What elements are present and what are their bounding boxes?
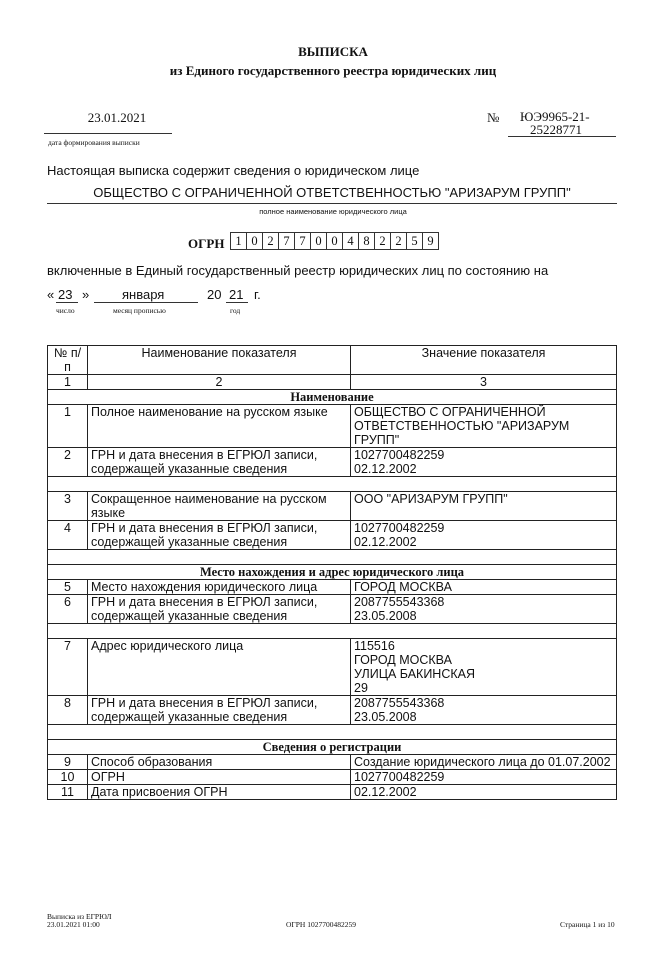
ogrn-digit: 4 [342, 232, 359, 250]
year-underline [226, 302, 248, 303]
table-row [48, 448, 617, 477]
ogrn-digit: 2 [390, 232, 407, 250]
ogrn-digit: 0 [326, 232, 343, 250]
section-title: Наименование [48, 390, 617, 405]
table-row [48, 595, 617, 624]
indicator-value-cell: Создание юридического лица до 01.07.2002 [351, 755, 617, 770]
header-indicator-name: Наименование показателя [88, 346, 351, 375]
row-number-cell: 5 [48, 580, 88, 595]
full-name-underline [47, 203, 617, 204]
row-number-cell: 8 [48, 696, 88, 725]
month-caption: месяц прописью [113, 306, 166, 315]
section-title: Сведения о регистрации [48, 740, 617, 755]
section-title: Место нахождения и адрес юридического лица [48, 565, 617, 580]
footer-left-line2: 23.01.2021 01:00 [47, 920, 100, 929]
document-number-part1: ЮЭ9965-21- [520, 109, 590, 124]
indicator-value-cell: ГОРОД МОСКВА [351, 580, 617, 595]
issue-date-caption: дата формирования выписки [48, 138, 140, 147]
section-header-row [48, 740, 617, 755]
day-underline [56, 302, 78, 303]
included-text: включенные в Единый государственный реестр юридических лиц по состоянию на [47, 263, 549, 278]
table-row [48, 755, 617, 770]
table-header-row [48, 346, 617, 375]
row-number-cell: 11 [48, 785, 88, 800]
document-subtitle: из Единого государственного реестра юридических лиц [169, 63, 497, 78]
section-header-row [48, 390, 617, 405]
row-number-cell: 6 [48, 595, 88, 624]
indicator-value-cell: 1027700482259 02.12.2002 [351, 448, 617, 477]
header-number: № п/п [48, 346, 88, 375]
ogrn-digit-boxes [230, 232, 438, 250]
ogrn-digit: 1 [230, 232, 247, 250]
ogrn-digit: 7 [294, 232, 311, 250]
ogrn-digit: 5 [406, 232, 423, 250]
table-row [48, 639, 617, 696]
issue-date: 23.01.2021 [87, 110, 147, 125]
table-row [48, 580, 617, 595]
intro-text: Настоящая выписка содержит сведения о юридическом лице [47, 163, 420, 178]
indicator-name-cell: Способ образования [88, 755, 351, 770]
spacer-cell [48, 624, 617, 639]
day-caption: число [56, 306, 75, 315]
table-body [48, 390, 617, 800]
ogrn-label: ОГРН [188, 236, 225, 251]
indicator-value-cell: ОБЩЕСТВО С ОГРАНИЧЕННОЙ ОТВЕТСТВЕННОСТЬЮ "АРИЗАРУМ ГРУПП" [351, 405, 617, 448]
ogrn-digit: 0 [310, 232, 327, 250]
table-row [48, 770, 617, 785]
spacer-cell [48, 477, 617, 492]
row-number-cell: 1 [48, 405, 88, 448]
column-number-2: 2 [88, 375, 351, 390]
egrul-table [47, 345, 617, 800]
date-year-prefix: 20 [207, 287, 222, 302]
ogrn-digit: 9 [422, 232, 439, 250]
document-number-part2: 25228771 [530, 122, 582, 137]
indicator-name-cell: ОГРН [88, 770, 351, 785]
section-header-row [48, 565, 617, 580]
indicator-name-cell: Место нахождения юридического лица [88, 580, 351, 595]
month-underline [94, 302, 198, 303]
number-underline [508, 136, 616, 137]
date-year-suffix: 21 [229, 287, 244, 302]
table-spacer-row [48, 550, 617, 565]
table-column-numbers-row [48, 375, 617, 390]
column-number-3: 3 [351, 375, 617, 390]
row-number-cell: 3 [48, 492, 88, 521]
footer-page-number: Страница 1 из 10 [560, 920, 615, 929]
table-spacer-row [48, 477, 617, 492]
indicator-value-cell: 1027700482259 02.12.2002 [351, 521, 617, 550]
column-number-1: 1 [48, 375, 88, 390]
ogrn-digit: 2 [262, 232, 279, 250]
table-row [48, 405, 617, 448]
indicator-value-cell: 115516 ГОРОД МОСКВА УЛИЦА БАКИНСКАЯ 29 [351, 639, 617, 696]
row-number-cell: 4 [48, 521, 88, 550]
indicator-name-cell: Дата присвоения ОГРН [88, 785, 351, 800]
spacer-cell [48, 550, 617, 565]
table-row [48, 492, 617, 521]
date-underline [44, 133, 172, 134]
date-quote-open: « [47, 287, 55, 302]
indicator-name-cell: ГРН и дата внесения в ЕГРЮЛ записи, содержащей указанные сведения [88, 595, 351, 624]
indicator-name-cell: ГРН и дата внесения в ЕГРЮЛ записи, содержащей указанные сведения [88, 696, 351, 725]
ogrn-digit: 8 [358, 232, 375, 250]
number-sign: № [487, 110, 500, 125]
ogrn-digit: 7 [278, 232, 295, 250]
spacer-cell [48, 725, 617, 740]
indicator-name-cell: ГРН и дата внесения в ЕГРЮЛ записи, содержащей указанные сведения [88, 448, 351, 477]
indicator-value-cell: 2087755543368 23.05.2008 [351, 595, 617, 624]
indicator-value-cell: 1027700482259 [351, 770, 617, 785]
header-indicator-value: Значение показателя [351, 346, 617, 375]
document-title: ВЫПИСКА [298, 44, 368, 59]
ogrn-digit: 2 [374, 232, 391, 250]
table-spacer-row [48, 624, 617, 639]
footer-left-line1: Выписка из ЕГРЮЛ [47, 912, 112, 921]
indicator-value-cell: 02.12.2002 [351, 785, 617, 800]
table-row [48, 785, 617, 800]
company-full-name: ОБЩЕСТВО С ОГРАНИЧЕННОЙ ОТВЕТСТВЕННОСТЬЮ "АРИЗАРУМ ГРУПП" [93, 185, 571, 200]
row-number-cell: 7 [48, 639, 88, 696]
table-row [48, 696, 617, 725]
footer-ogrn: ОГРН 1027700482259 [286, 920, 356, 929]
indicator-value-cell: ООО "АРИЗАРУМ ГРУПП" [351, 492, 617, 521]
date-day: 23 [58, 287, 73, 302]
date-month: января [122, 287, 165, 302]
date-year-unit: г. [254, 287, 261, 302]
row-number-cell: 2 [48, 448, 88, 477]
indicator-name-cell: Адрес юридического лица [88, 639, 351, 696]
indicator-name-cell: Сокращенное наименование на русском языке [88, 492, 351, 521]
year-caption: год [230, 306, 241, 315]
indicator-value-cell: 2087755543368 23.05.2008 [351, 696, 617, 725]
row-number-cell: 10 [48, 770, 88, 785]
row-number-cell: 9 [48, 755, 88, 770]
full-name-caption: полное наименование юридического лица [259, 207, 407, 216]
indicator-name-cell: ГРН и дата внесения в ЕГРЮЛ записи, содержащей указанные сведения [88, 521, 351, 550]
table-row [48, 521, 617, 550]
table-spacer-row [48, 725, 617, 740]
date-quote-close: » [82, 287, 90, 302]
indicator-name-cell: Полное наименование на русском языке [88, 405, 351, 448]
ogrn-digit: 0 [246, 232, 263, 250]
